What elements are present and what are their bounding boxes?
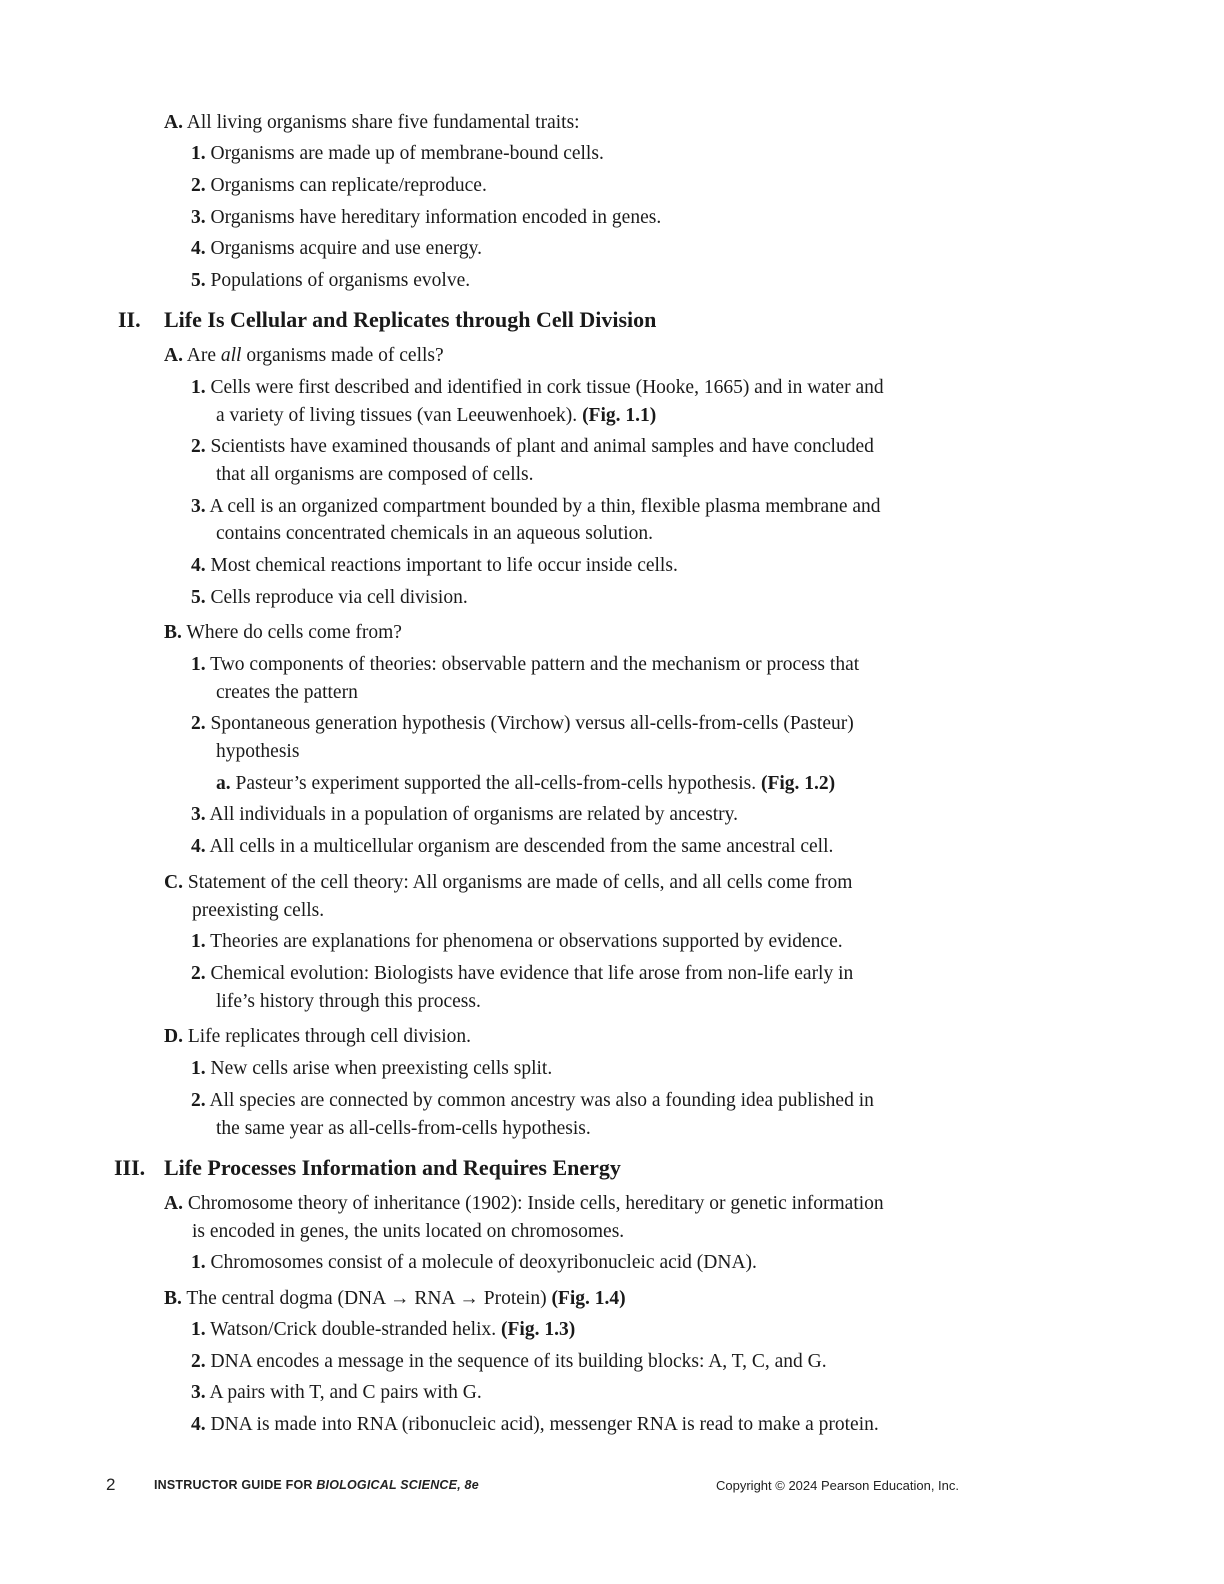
item-label: 1. [191, 377, 206, 398]
outline-item-continued [216, 988, 481, 1016]
item-text: Organisms can replicate/reproduce. [210, 175, 487, 196]
item-text: Theories are explanations for phenomena or observations supported by evidence. [210, 931, 843, 952]
item-text: preexisting cells. [192, 900, 325, 921]
outline-item-continued [216, 402, 656, 430]
item-label: 4. [191, 238, 206, 259]
item-text: DNA encodes a message in the sequence of its building blocks: A, T, C, and G. [210, 1351, 827, 1372]
item-text: life’s history through this process. [216, 991, 481, 1012]
item-text: Organisms acquire and use energy. [210, 238, 482, 259]
item-text: Are [186, 345, 217, 366]
book-title [154, 1478, 479, 1492]
item-label: 1. [191, 143, 206, 164]
item-text: Chromosomes consist of a molecule of deoxyribonucleic acid (DNA). [210, 1252, 757, 1273]
item-label: 5. [191, 587, 206, 608]
heading-numeral: III. [114, 1155, 146, 1180]
outline-item [191, 235, 482, 263]
outline-item [191, 710, 854, 738]
item-text: The central dogma (DNA → RNA → Protein) [186, 1288, 547, 1309]
item-text: Where do cells come from? [186, 622, 402, 643]
item-text: Cells reproduce via cell division. [210, 587, 468, 608]
item-text: Chemical evolution: Biologists have evidence that life arose from non-life early in [210, 963, 854, 984]
outline-item-continued [216, 461, 534, 489]
outline-item [191, 928, 843, 956]
item-label: 2. [191, 713, 206, 734]
item-label: 5. [191, 270, 206, 291]
item-text: the same year as all-cells-from-cells hypothesis. [216, 1118, 591, 1139]
outline-item [191, 1087, 874, 1115]
item-text: All cells in a multicellular organism are descended from the same ancestral cell. [209, 836, 834, 857]
item-label: D. [164, 1026, 183, 1047]
item-text: Pasteur’s experiment supported the all-cells-from-cells hypothesis. [235, 773, 757, 794]
item-text: All living organisms share five fundamental traits: [186, 112, 580, 133]
copyright-notice: Copyright © 2024 Pearson Education, Inc. [716, 1478, 960, 1493]
outline-item [164, 1190, 884, 1218]
outline-item [191, 493, 881, 521]
item-text: Cells were first described and identified in cork tissue (Hooke, 1665) and in water and [210, 377, 884, 398]
outline-item [191, 1348, 827, 1376]
item-text: Two components of theories: observable pattern and the mechanism or process that [210, 654, 860, 675]
outline-item [164, 1023, 471, 1051]
outline-item [191, 433, 874, 461]
outline-item [191, 651, 859, 679]
outline-item-continued [192, 897, 324, 925]
outline-item [164, 1285, 626, 1313]
item-label: B. [164, 1288, 182, 1309]
item-text: that all organisms are composed of cells. [216, 464, 534, 485]
item-text: Organisms are made up of membrane-bound cells. [210, 143, 604, 164]
outline-item [191, 1249, 757, 1277]
outline-item [191, 552, 678, 580]
item-label: 1. [191, 931, 206, 952]
page-footer [0, 1475, 1224, 1499]
item-label: 1. [191, 1058, 206, 1079]
item-text: Watson/Crick double-stranded helix. [210, 1319, 497, 1340]
item-label: 4. [191, 555, 206, 576]
figure-reference: (Fig. 1.2) [760, 773, 836, 794]
item-text: All species are connected by common ancestry was also a founding idea published in [209, 1090, 874, 1111]
item-label: A. [164, 112, 183, 133]
item-text: Most chemical reactions important to life occur inside cells. [210, 555, 678, 576]
outline-item [191, 204, 661, 232]
item-label: B. [164, 622, 182, 643]
book-title-prefix: INSTRUCTOR GUIDE FOR [154, 1478, 317, 1492]
item-text: A cell is an organized compartment bounded by a thin, flexible plasma membrane and [209, 496, 881, 517]
item-text: Organisms have hereditary information encoded in genes. [210, 207, 662, 228]
outline-item [191, 1055, 552, 1083]
outline-subitem [216, 770, 835, 798]
item-emphasis: all [220, 345, 242, 366]
outline-item-continued [216, 738, 299, 766]
outline-item [164, 109, 580, 137]
item-text: Chromosome theory of inheritance (1902): Inside cells, hereditary or genetic information [187, 1193, 884, 1214]
item-label: 2. [191, 1351, 206, 1372]
outline-item [191, 172, 487, 200]
item-label: A. [164, 1193, 183, 1214]
item-text: organisms made of cells? [246, 345, 444, 366]
outline-item [164, 619, 402, 647]
outline-item [191, 1379, 482, 1407]
item-label: C. [164, 872, 183, 893]
outline-item [164, 869, 852, 897]
outline-item-continued [216, 679, 358, 707]
outline-item-continued [216, 520, 653, 548]
item-text: Life replicates through cell division. [187, 1026, 472, 1047]
item-text: creates the pattern [216, 682, 358, 703]
heading-title: Life Processes Information and Requires Energy [164, 1155, 621, 1180]
heading-title: Life Is Cellular and Replicates through Cell Division [164, 307, 657, 332]
item-label: 2. [191, 963, 206, 984]
item-text: hypothesis [216, 741, 300, 762]
outline-item [191, 140, 604, 168]
item-label: 3. [191, 1382, 206, 1403]
item-label: a. [216, 773, 231, 794]
outline-item [191, 584, 468, 612]
item-label: 3. [191, 496, 206, 517]
outline-item [191, 267, 470, 295]
item-label: 3. [191, 207, 206, 228]
item-text: Statement of the cell theory: All organisms are made of cells, and all cells come from [187, 872, 853, 893]
item-text: All individuals in a population of organisms are related by ancestry. [209, 804, 738, 825]
item-label: 2. [191, 175, 206, 196]
outline-item [191, 801, 738, 829]
book-title-italic: BIOLOGICAL SCIENCE, 8e [316, 1478, 479, 1492]
figure-reference: (Fig. 1.1) [582, 405, 657, 426]
item-label: 1. [191, 654, 206, 675]
item-label: 4. [191, 1414, 206, 1435]
item-label: 2. [191, 1090, 206, 1111]
item-text: is encoded in genes, the units located on chromosomes. [192, 1221, 625, 1242]
item-text: Scientists have examined thousands of plant and animal samples and have concluded [210, 436, 874, 457]
item-label: 2. [191, 436, 206, 457]
outline-item-continued [216, 1115, 591, 1143]
item-text: Spontaneous generation hypothesis (Virchow) versus all-cells-from-cells (Pasteur) [210, 713, 854, 734]
page-number: 2 [106, 1475, 116, 1494]
item-label: 1. [191, 1319, 206, 1340]
item-text: DNA is made into RNA (ribonucleic acid), messenger RNA is read to make a protein. [210, 1414, 879, 1435]
item-text: New cells arise when preexisting cells split. [210, 1058, 553, 1079]
item-label: 1. [191, 1252, 206, 1273]
item-label: A. [164, 345, 183, 366]
item-text: A pairs with T, and C pairs with G. [209, 1382, 482, 1403]
item-text: contains concentrated chemicals in an aqueous solution. [216, 523, 653, 544]
figure-reference: (Fig. 1.3) [501, 1319, 576, 1340]
outline-item [191, 374, 884, 402]
outline-item [191, 1411, 879, 1439]
figure-reference: (Fig. 1.4) [551, 1288, 626, 1309]
outline-item-continued [192, 1218, 624, 1246]
outline-item [164, 342, 444, 370]
item-label: 4. [191, 836, 206, 857]
outline-item [191, 833, 833, 861]
item-text: a variety of living tissues (van Leeuwenhoek). [216, 405, 578, 426]
item-text: Populations of organisms evolve. [210, 270, 471, 291]
heading-numeral: II. [118, 307, 141, 332]
outline-item [191, 960, 853, 988]
item-label: 3. [191, 804, 206, 825]
outline-item [191, 1316, 575, 1344]
